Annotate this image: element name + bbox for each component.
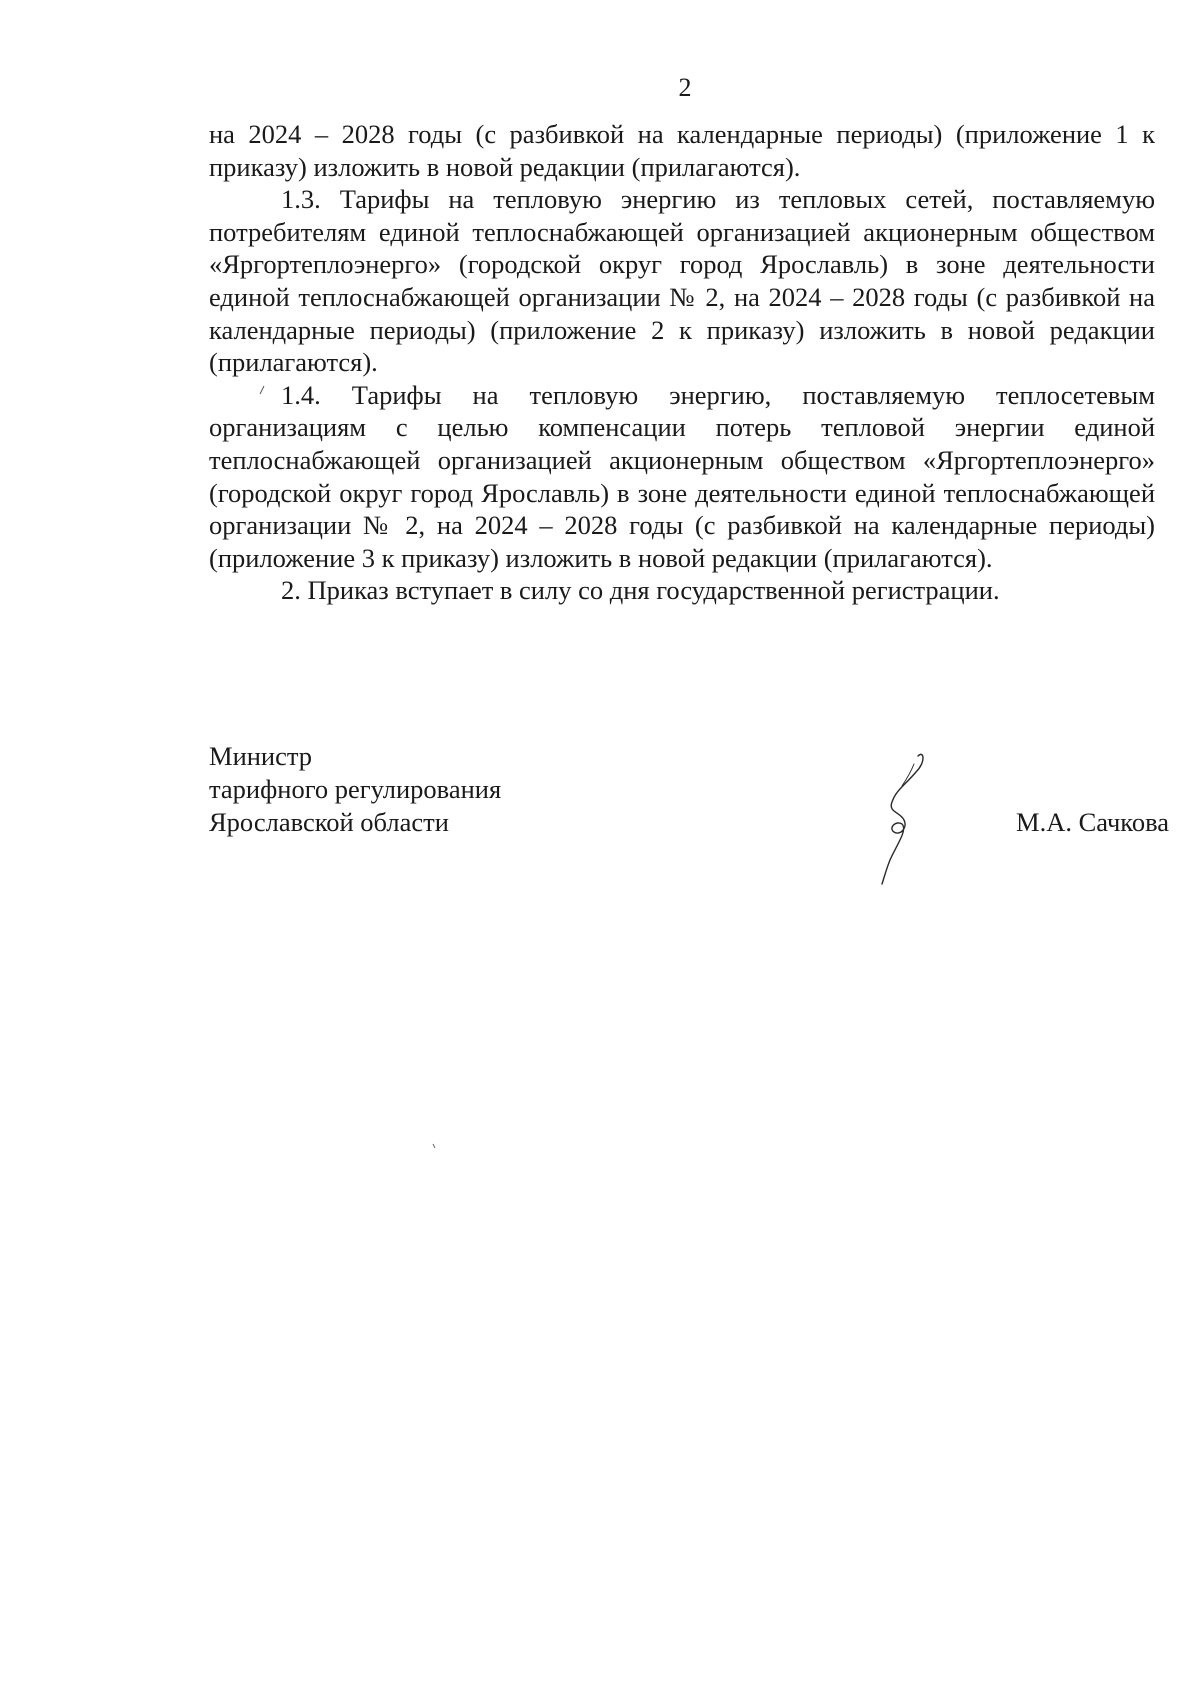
handwritten-signature xyxy=(866,750,936,885)
signatory-name: М.А. Сачкова xyxy=(1016,807,1169,837)
paragraph-2: 2. Приказ вступает в силу со дня государственной регистрации. xyxy=(281,575,1000,606)
signatory-position-line-1: Министр xyxy=(209,741,313,771)
stray-mark xyxy=(259,385,265,395)
document-body xyxy=(209,118,1155,607)
stray-mark xyxy=(432,1143,436,1149)
signatory-position-line-3: Ярославской области xyxy=(209,807,449,837)
signature-block xyxy=(209,740,1169,890)
paragraph-1-4: 1.4. Тарифы на тепловую энергию, поставляемую теплосетевым организациям с целью компенсации потерь тепловой энергии единой теплоснабжающей организацией акционерным обществом «Яргортеплоэнерго» (городской округ город Ярославль) в зоне деятельности единой теплоснабжающей организации № 2, на 2024 – 2028 годы (с разбивкой на календарные периоды) (приложение 3 к приказу) изложить в новой редакции (прилагаются). xyxy=(209,379,1155,573)
paragraph-continuation: на 2024 – 2028 годы (с разбивкой на календарные периоды) (приложение 1 к приказу) изложить в новой редакции (прилагаются). xyxy=(209,119,1155,182)
signatory-position-line-2: тарифного регулирования xyxy=(209,774,502,804)
page-number: 2 xyxy=(678,73,692,102)
paragraph-1-3: 1.3. Тарифы на тепловую энергию из тепловых сетей, поставляемую потребителям единой теплоснабжающей организацией акционерным обществом «Яргортеплоэнерго» (городской округ город Ярославль) в зоне деятельности единой теплоснабжающей организации № 2, на 2024 – 2028 годы (с разбивкой на календарные периоды) (приложение 2 к приказу) изложить в новой редакции (прилагаются). xyxy=(209,184,1155,378)
